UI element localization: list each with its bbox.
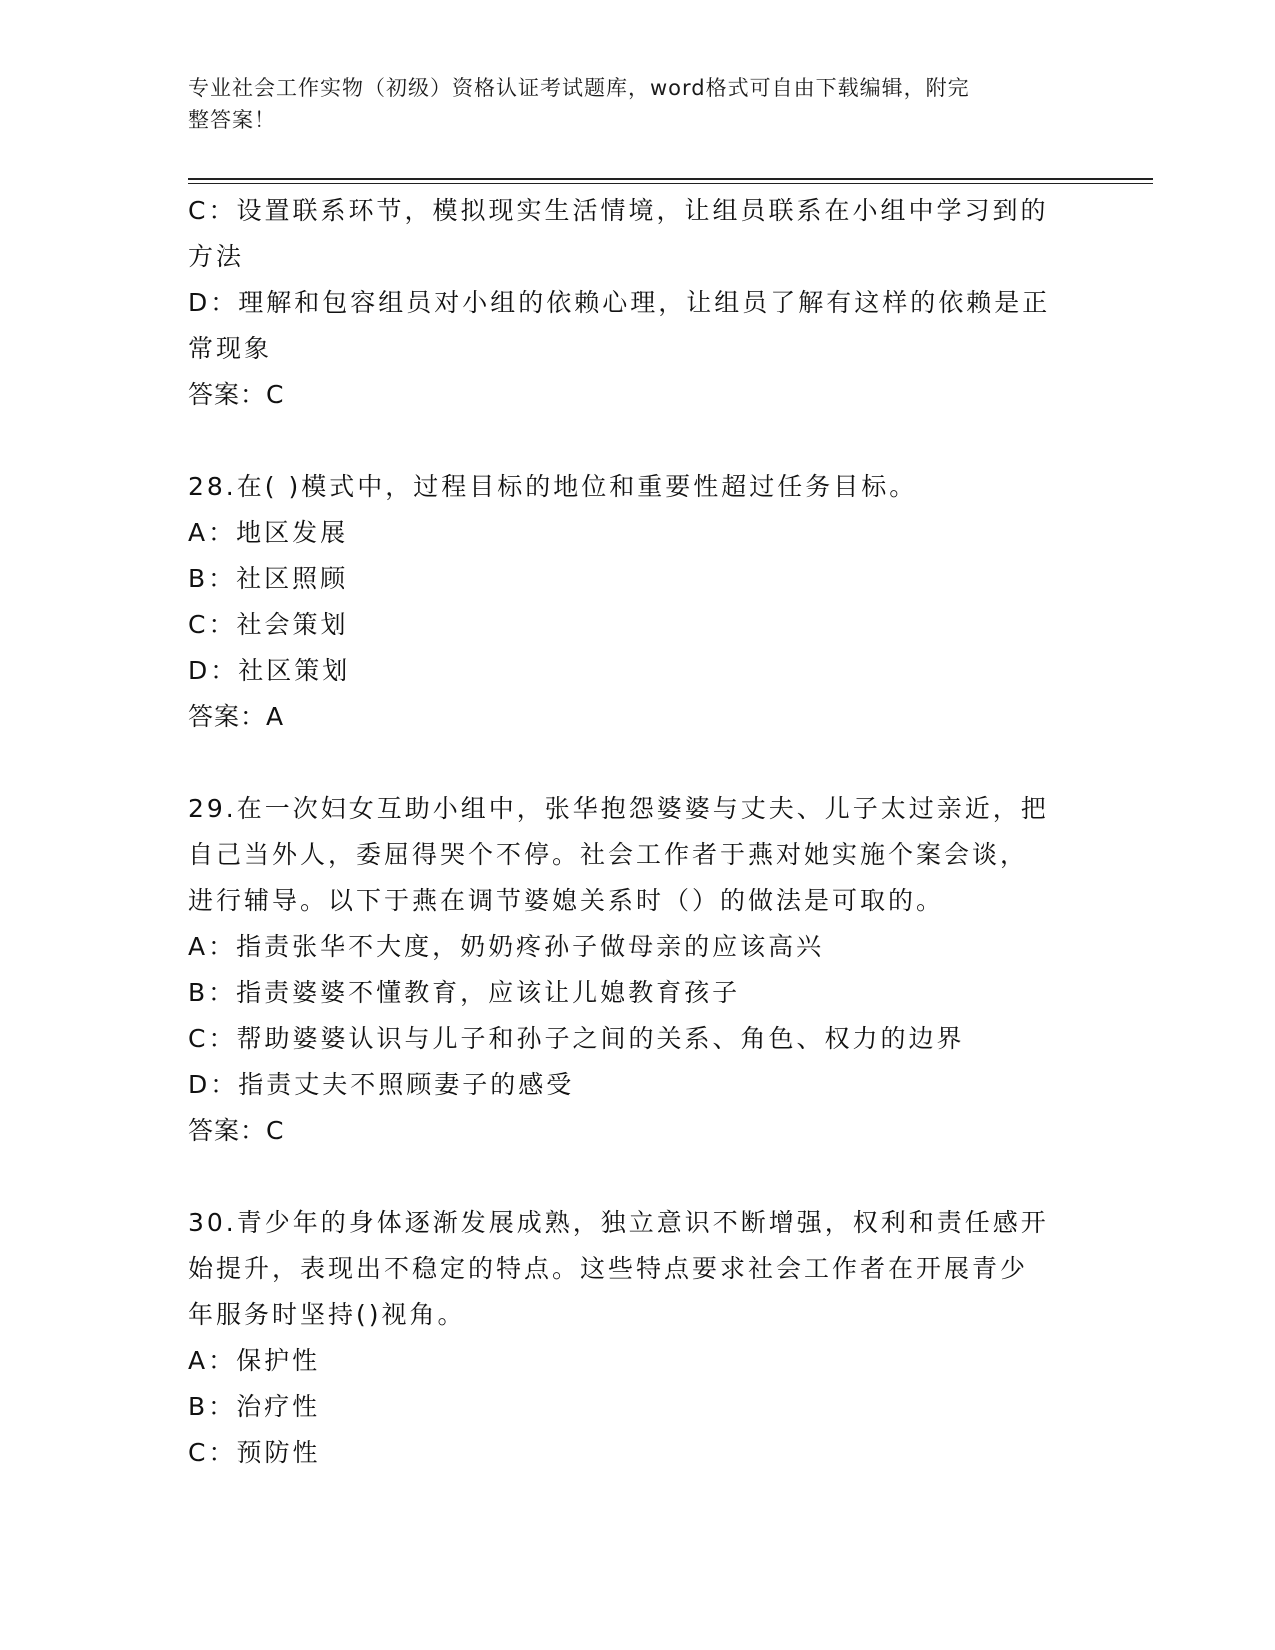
option-b: B：指责婆婆不懂教育，应该让儿媳教育孩子 bbox=[188, 978, 741, 1007]
question-29 bbox=[188, 786, 1068, 1154]
spacer bbox=[188, 740, 1068, 786]
option-d-line-2: 常现象 bbox=[188, 334, 273, 363]
answer: 答案：C bbox=[188, 380, 285, 409]
header-line-2: 整答案！ bbox=[188, 108, 276, 132]
option-c-line-2: 方法 bbox=[188, 242, 245, 271]
question-28 bbox=[188, 464, 1068, 740]
option-d: D：社区策划 bbox=[188, 656, 351, 685]
question-text-line-1: 30.青少年的身体逐渐发展成熟，独立意识不断增强，权利和责任感开 bbox=[188, 1208, 1049, 1237]
header-line-1: 专业社会工作实物（初级）资格认证考试题库，word格式可自由下载编辑，附完 bbox=[188, 76, 970, 100]
answer: 答案：C bbox=[188, 1116, 285, 1145]
option-c-line-1: C：设置联系环节，模拟现实生活情境，让组员联系在小组中学习到的 bbox=[188, 196, 1049, 225]
option-c: C：社会策划 bbox=[188, 610, 349, 639]
option-d-line-1: D：理解和包容组员对小组的依赖心理，让组员了解有这样的依赖是正 bbox=[188, 288, 1051, 317]
option-d: D：指责丈夫不照顾妻子的感受 bbox=[188, 1070, 575, 1099]
question-content bbox=[188, 188, 1068, 1476]
question-text: 28.在( )模式中，过程目标的地位和重要性超过任务目标。 bbox=[188, 472, 918, 501]
question-text-line-2: 始提升，表现出不稳定的特点。这些特点要求社会工作者在开展青少 bbox=[188, 1254, 1029, 1283]
option-c: C：帮助婆婆认识与儿子和孙子之间的关系、角色、权力的边界 bbox=[188, 1024, 965, 1053]
option-c: C：预防性 bbox=[188, 1438, 321, 1467]
question-text-line-3: 年服务时坚持()视角。 bbox=[188, 1300, 466, 1329]
option-a: A：指责张华不大度，奶奶疼孙子做母亲的应该高兴 bbox=[188, 932, 825, 961]
question-27-continued bbox=[188, 188, 1068, 418]
header-rule-thick bbox=[188, 178, 1153, 180]
page-header bbox=[188, 72, 1068, 136]
question-text-line-3: 进行辅导。以下于燕在调节婆媳关系时（）的做法是可取的。 bbox=[188, 886, 945, 915]
option-b: B：治疗性 bbox=[188, 1392, 321, 1421]
option-a: A：保护性 bbox=[188, 1346, 321, 1375]
spacer bbox=[188, 418, 1068, 464]
option-a: A：地区发展 bbox=[188, 518, 349, 547]
question-text-line-2: 自己当外人，委屈得哭个不停。社会工作者于燕对她实施个案会谈， bbox=[188, 840, 1029, 869]
header-rule-thin bbox=[188, 183, 1153, 184]
question-30 bbox=[188, 1200, 1068, 1476]
question-text-line-1: 29.在一次妇女互助小组中，张华抱怨婆婆与丈夫、儿子太过亲近，把 bbox=[188, 794, 1049, 823]
spacer bbox=[188, 1154, 1068, 1200]
answer: 答案：A bbox=[188, 702, 285, 731]
option-b: B：社区照顾 bbox=[188, 564, 349, 593]
